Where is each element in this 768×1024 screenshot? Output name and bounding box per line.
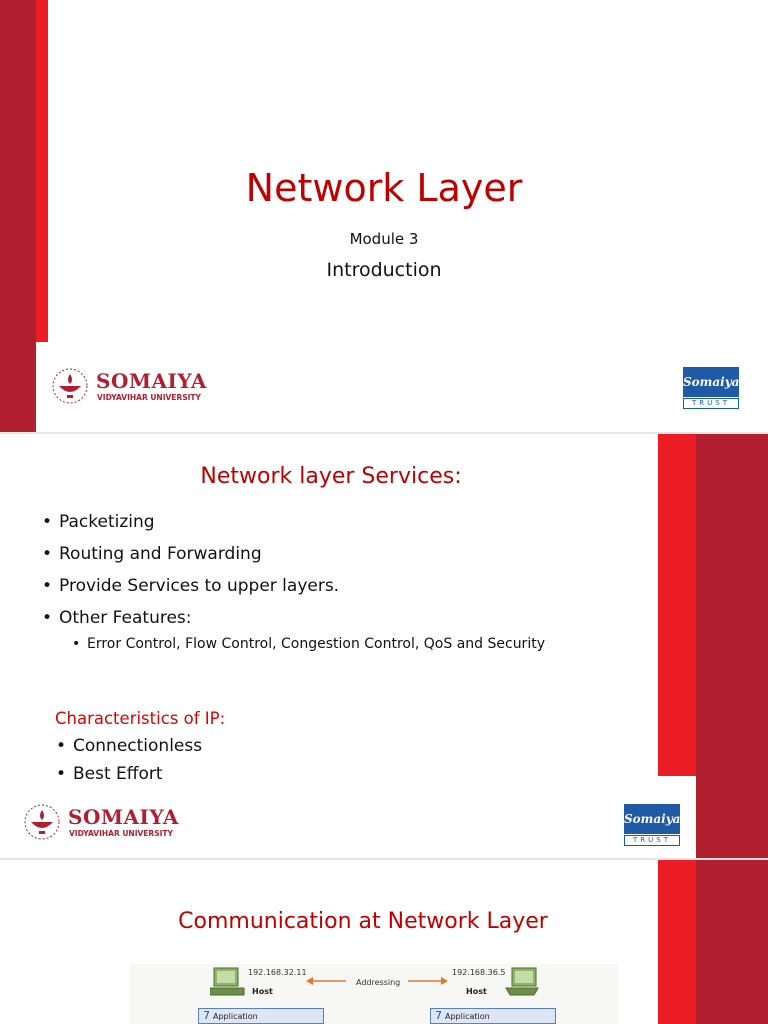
right-accent-stripe — [658, 434, 696, 776]
logo-wordmark: SOMAIYA — [68, 805, 179, 829]
characteristics-heading: Characteristics of IP: — [55, 709, 226, 728]
list-item: • Provide Services to upper layers. — [42, 576, 340, 596]
right-computer-icon — [504, 966, 540, 998]
slide-services — [0, 434, 768, 858]
trust-logo-word: TRUST — [683, 398, 739, 409]
somaiya-logo — [50, 366, 210, 408]
logo-university: VIDYAVIHAR UNIVERSITY — [69, 829, 173, 838]
right-host-label: Host — [466, 987, 487, 996]
left-application-layer: 7 Application — [198, 1008, 324, 1024]
list-item: • Best Effort — [56, 764, 163, 784]
logo-wordmark: SOMAIYA — [96, 369, 207, 393]
trust-logo-name: Somaiya — [683, 367, 739, 397]
right-accent-bar — [696, 860, 768, 1024]
logo-university: VIDYAVIHAR UNIVERSITY — [97, 393, 201, 402]
left-accent-bar — [0, 0, 36, 432]
slide-subtitle: Introduction — [326, 259, 442, 281]
trust-logo-word: TRUST — [624, 835, 680, 846]
list-item: • Other Features: — [42, 608, 192, 628]
addressing-label: Addressing — [356, 978, 401, 987]
other-features-detail: • Error Control, Flow Control, Congestion Control, QoS and Security — [72, 636, 545, 652]
right-application-layer: 7 Application — [430, 1008, 556, 1024]
right-accent-stripe — [658, 860, 696, 1024]
characteristics-list — [56, 732, 202, 788]
network-communication-diagram — [130, 964, 618, 1024]
services-list — [42, 506, 339, 634]
communication-heading: Communication at Network Layer — [178, 909, 548, 934]
list-item: • Connectionless — [56, 736, 203, 756]
lamp-emblem-icon — [50, 366, 90, 406]
somaiya-trust-logo — [683, 367, 739, 409]
right-accent-bar — [696, 434, 768, 858]
list-item: • Packetizing — [42, 512, 155, 532]
right-ip-address: 192.168.36.5 — [452, 968, 506, 977]
slide-communication — [0, 860, 768, 1024]
left-ip-address: 192.168.32.11 — [248, 968, 307, 977]
somaiya-logo — [22, 802, 182, 844]
services-heading: Network layer Services: — [200, 464, 462, 489]
lamp-emblem-icon — [22, 802, 62, 842]
somaiya-trust-logo — [624, 804, 680, 846]
left-host-label: Host — [252, 987, 273, 996]
slide-title-heading: Network Layer — [245, 166, 523, 210]
list-item: • Routing and Forwarding — [42, 544, 262, 564]
left-computer-icon — [210, 966, 246, 998]
module-label: Module 3 — [349, 230, 419, 248]
trust-logo-name: Somaiya — [624, 804, 680, 834]
slide-title — [0, 0, 768, 432]
